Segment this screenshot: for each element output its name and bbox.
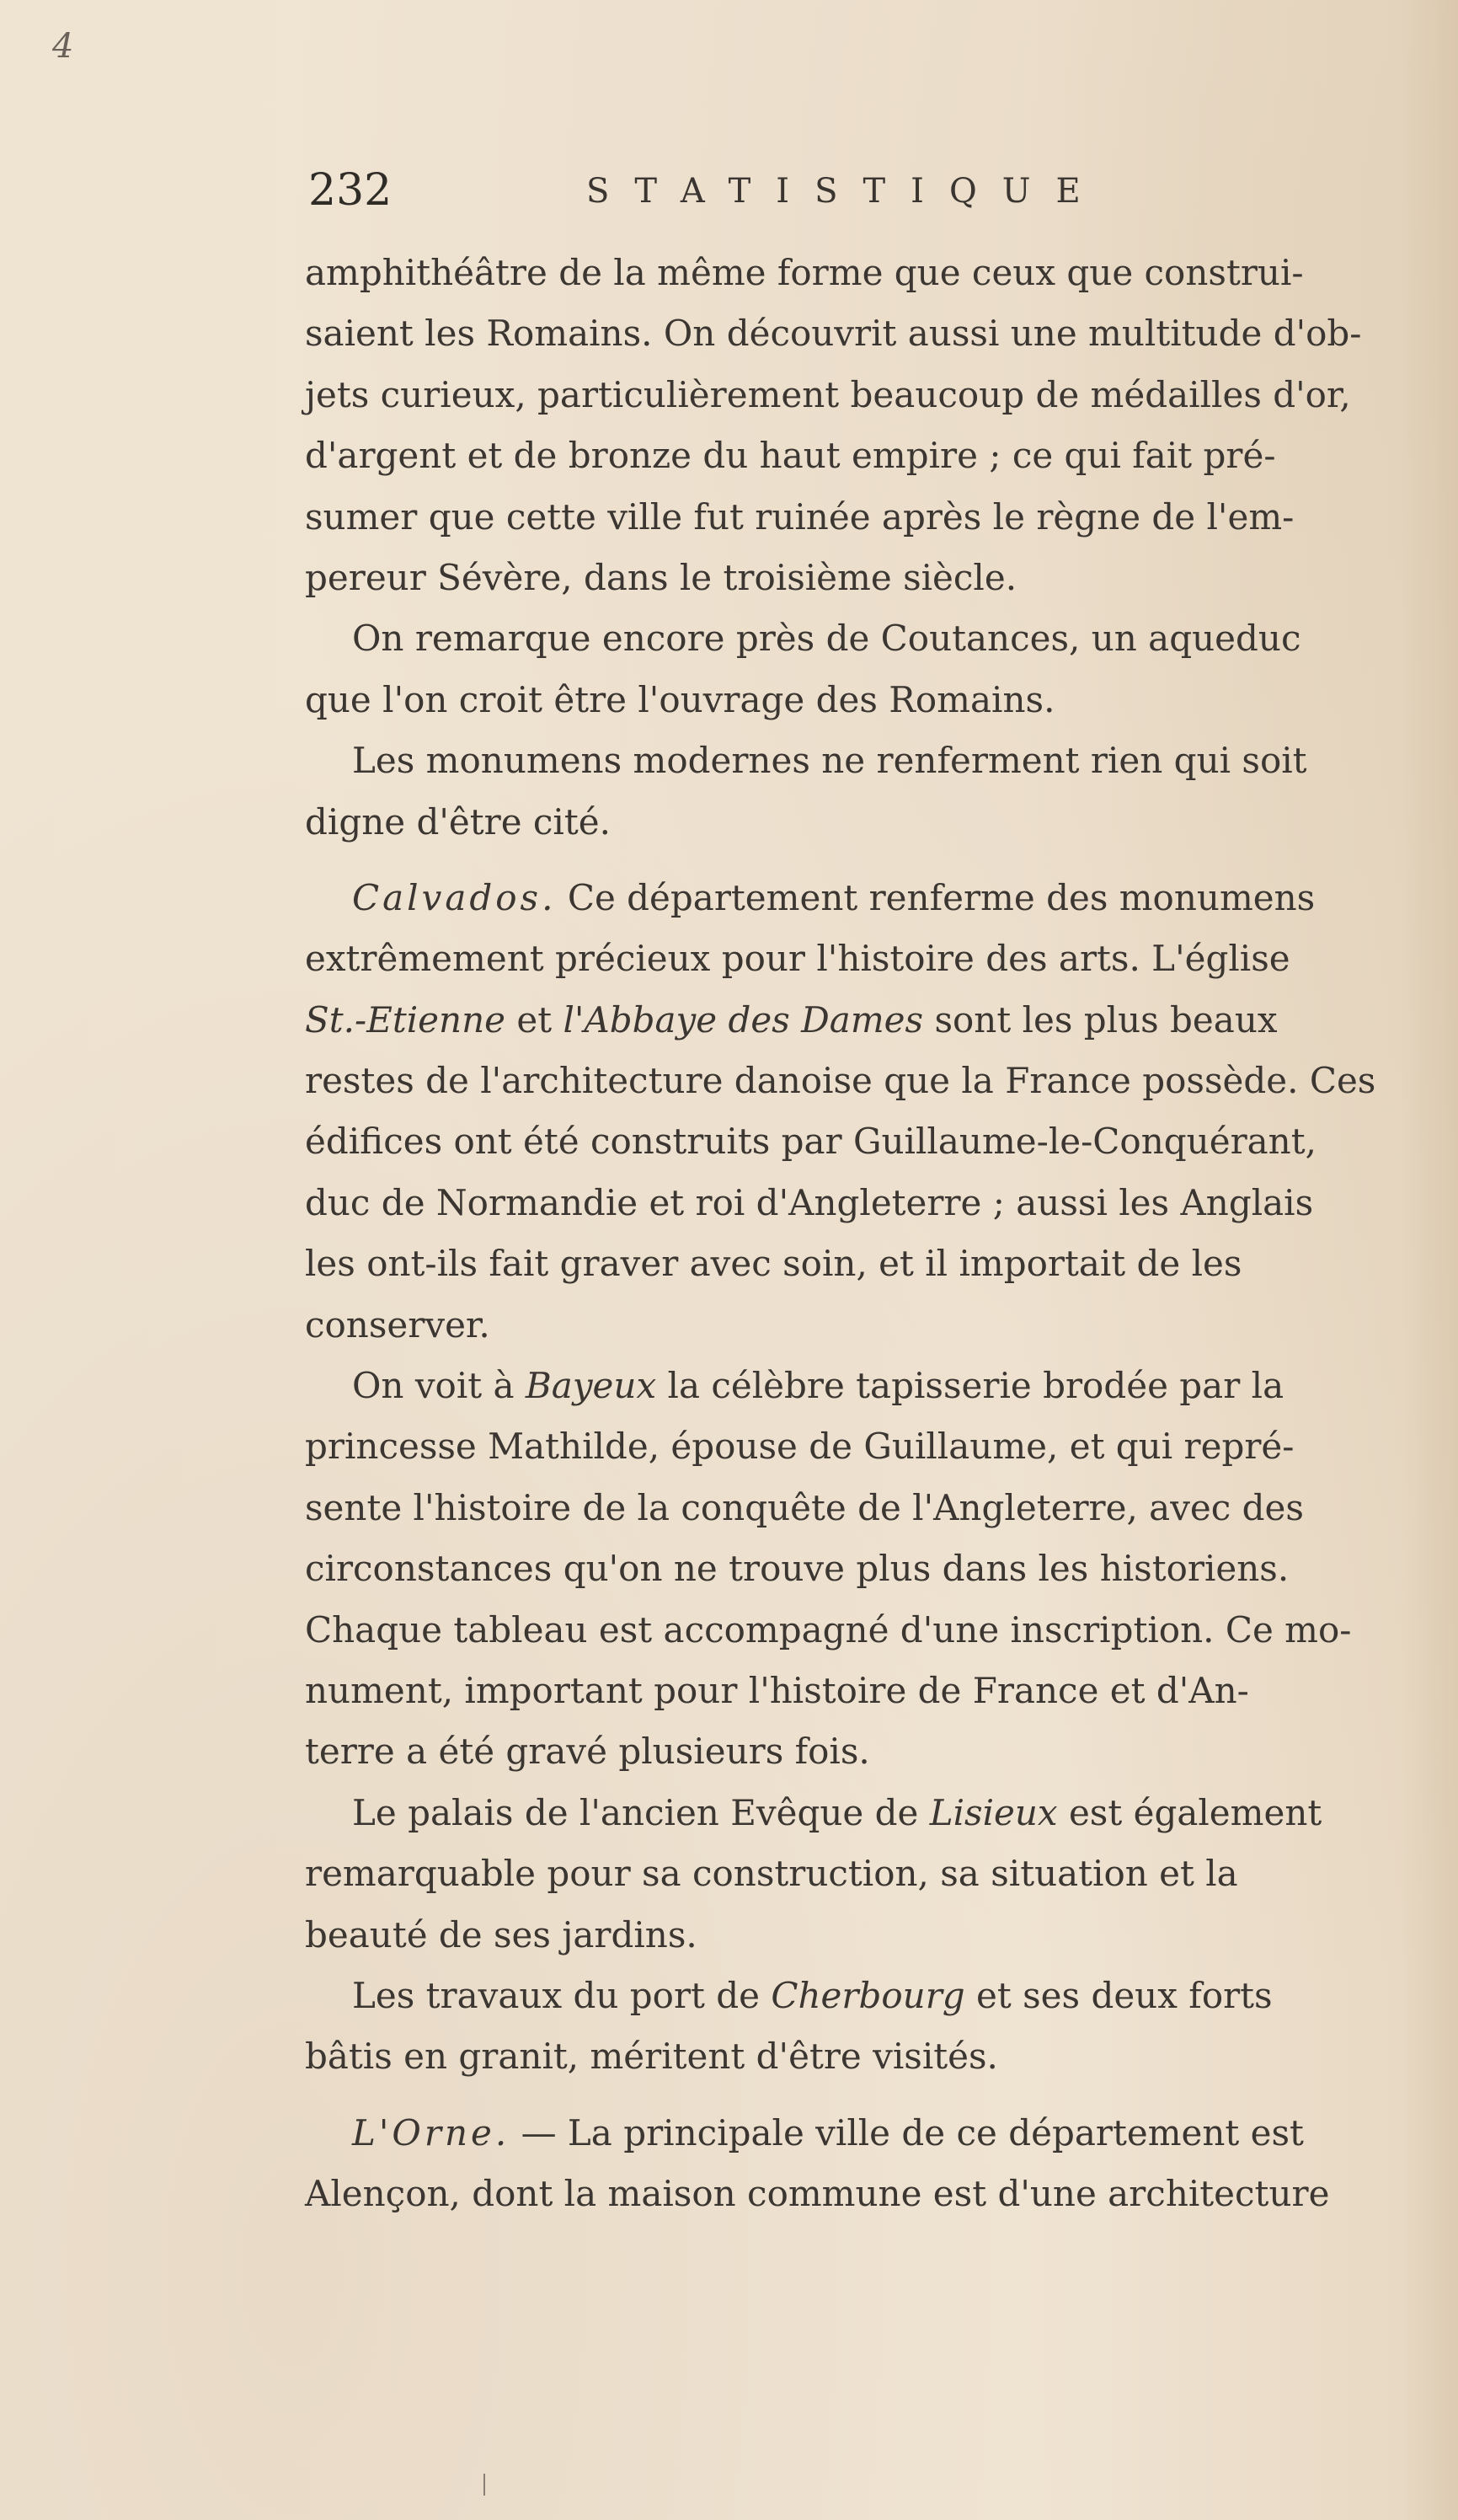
text-line [305, 1356, 1400, 1416]
text-line: amphithéâtre de la même forme que ceux que construi- [305, 252, 1304, 293]
text-line: beauté de ses jardins. [305, 1913, 697, 1956]
italic-abbaye: l'Abbaye des Dames [563, 998, 924, 1041]
text-line [305, 1783, 1400, 1843]
italic-lisieux: Lisieux [929, 1791, 1058, 1833]
page-number: 232 [308, 165, 393, 216]
text-run: et [516, 998, 553, 1041]
text-line: que l'on croit être l'ouvrage des Romains. [305, 678, 1055, 720]
text-line: restes de l'architecture danoise que la France possède. Ces [305, 1060, 1376, 1102]
bottom-tick-mark [483, 2474, 485, 2496]
text-run: On voit à [352, 1365, 515, 1407]
corner-pencil-mark: 4 [52, 27, 74, 66]
text-line: d'argent et de bronze du haut empire ; ce qui fait pré- [305, 435, 1276, 477]
text-line: terre a été gravé plusieurs fois. [305, 1731, 870, 1773]
text-line: Les monumens modernes ne renferment rien qui soit [352, 740, 1307, 782]
text-run: est également [1068, 1791, 1322, 1833]
text-run: Ce département renferme des monumens [567, 876, 1316, 918]
text-line [305, 928, 1400, 989]
text-line [305, 990, 1400, 1051]
text-line: sente l'histoire de la conquête de l'Angleterre, avec des [305, 1486, 1304, 1528]
text-run: et ses deux forts [976, 1974, 1273, 2016]
text-line: nument, important pour l'histoire de France et d'An- [305, 1669, 1249, 1711]
italic-cherbourg: Cherbourg [771, 1974, 965, 2016]
running-head: STATISTIQUE [586, 172, 1106, 211]
section-title-orne: L'Orne. [352, 2111, 510, 2154]
text-run: Le palais de l'ancien Evêque de [352, 1791, 919, 1833]
text-line [305, 2103, 1400, 2164]
text-line: circonstances qu'on ne trouve plus dans les historiens. [305, 1548, 1290, 1590]
text-line: saient les Romains. On découvrit aussi une multitude d'ob- [305, 313, 1362, 355]
text-line: Alençon, dont la maison commune est d'une architecture [305, 2173, 1330, 2215]
text-line: sumer que cette ville fut ruinée après le règne de l'em- [305, 495, 1295, 538]
text-line: duc de Normandie et roi d'Angleterre ; aussi les Anglais [305, 1181, 1314, 1223]
text-line: les ont-ils fait graver avec soin, et il importait de les [305, 1243, 1242, 1285]
text-line: conserver. [305, 1303, 490, 1346]
text-run: L'église [1151, 938, 1290, 980]
text-line: pereur Sévère, dans le troisième siècle. [305, 556, 1017, 598]
text-line: princesse Mathilde, épouse de Guillaume, et qui repré- [305, 1426, 1295, 1468]
text-run: la célèbre tapisserie brodée par la [667, 1365, 1284, 1407]
text-line [305, 1966, 1400, 2026]
text-line: remarquable pour sa construction, sa situation et la [305, 1853, 1238, 1895]
text-run: Les travaux du port de [352, 1974, 761, 2016]
body-text [305, 243, 1400, 2225]
text-run: — La principale ville de ce département est [521, 2111, 1304, 2154]
page-header [308, 165, 1151, 224]
italic-st-etienne: St.-Etienne [305, 998, 505, 1041]
text-run: sont les plus beaux [934, 998, 1278, 1041]
text-line: Chaque tableau est accompagné d'une inscription. Ce mo- [305, 1608, 1352, 1651]
text-line: jets curieux, particulièrement beaucoup de médailles d'or, [305, 373, 1351, 415]
text-run: extrêmement précieux pour l'histoire des arts. [305, 938, 1140, 980]
text-line: On remarque encore près de Coutances, un aqueduc [352, 618, 1301, 660]
text-line [305, 868, 1400, 928]
text-line: bâtis en granit, méritent d'être visités. [305, 2036, 998, 2078]
text-line: édifices ont été construits par Guillaume-le-Conquérant, [305, 1121, 1316, 1163]
italic-bayeux: Bayeux [525, 1365, 657, 1407]
section-title-calvados: Calvados. [352, 876, 557, 918]
text-line: digne d'être cité. [305, 800, 611, 843]
